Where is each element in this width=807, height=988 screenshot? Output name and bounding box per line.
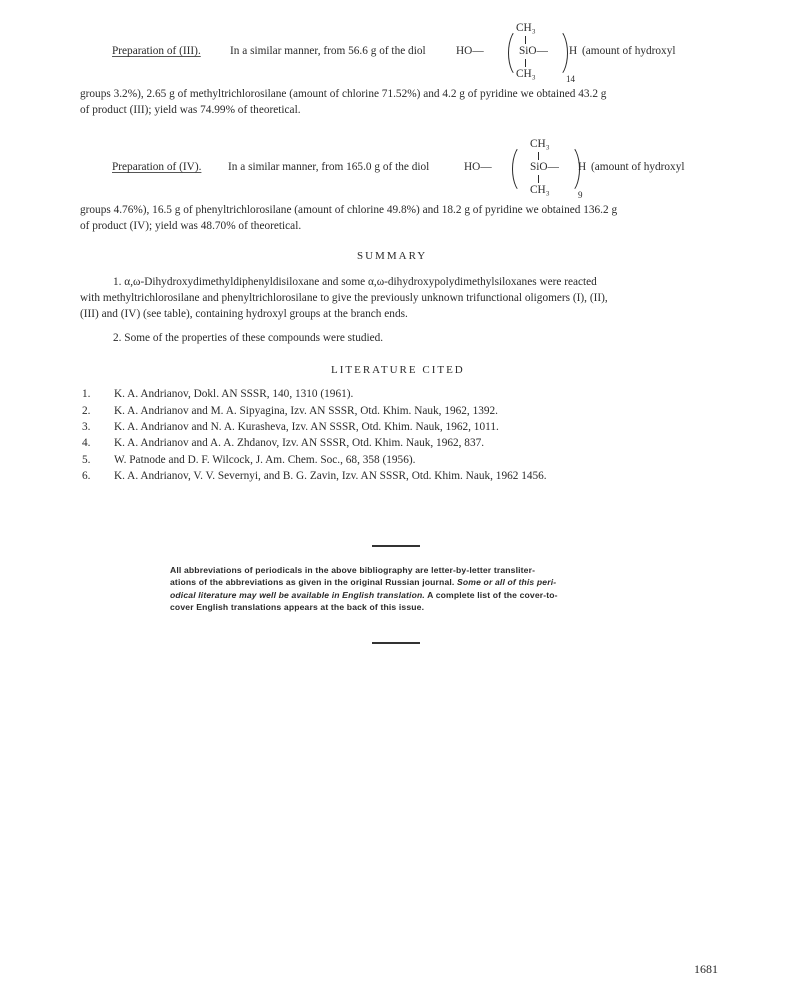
summary-item-1-line2: with methyltrichlorosilane and phenyltrichlorosilane to give the previously unknown trifunctional oligomers (I), (II), — [80, 292, 608, 304]
prep-iii-line3: of product (III); yield was 74.99% of theoretical. — [80, 104, 301, 116]
reference-number: 5. — [82, 454, 91, 466]
formula-bond-bottom — [525, 59, 526, 67]
reference-number: 2. — [82, 405, 91, 417]
reference-number: 1. — [82, 388, 91, 400]
literature-heading: LITERATURE CITED — [331, 364, 465, 376]
summary-item-1-line1: 1. α,ω-Dihydroxydimethyldiphenyldisiloxane and some α,ω-dihydroxypolydimethylsiloxanes were reacted — [113, 276, 597, 288]
separator-rule-bottom — [372, 642, 420, 644]
note-line-3-italic: odical literature may well be available in English translation. — [170, 589, 425, 600]
formula-subscript: 14 — [566, 74, 575, 84]
note-line-1: All abbreviations of periodicals in the above bibliography are letter-by-letter transliter- — [170, 565, 536, 575]
note-line-2-italic: Some or all of this peri- — [457, 577, 557, 588]
note-line-4: cover English translations appears at the back of this issue. — [170, 602, 425, 613]
summary-heading: SUMMARY — [357, 250, 428, 262]
right-paren — [556, 144, 580, 194]
formula-ch3-bottom: CH₃ — [516, 68, 536, 80]
prep-iii-lead: In a similar manner, from 56.6 g of the diol — [230, 45, 426, 57]
reference-text: K. A. Andrianov, Dokl. AN SSSR, 140, 1310 (1961). — [114, 388, 354, 400]
prep-iv-line2: groups 4.76%), 16.5 g of phenyltrichlorosilane (amount of chlorine 49.8%) and 18.2 g of pyridine we obtained 136.2 g — [80, 204, 618, 216]
right-paren — [544, 28, 568, 78]
prep-iv-trail: (amount of hydroxyl — [591, 161, 685, 173]
reference-number: 6. — [82, 470, 91, 482]
summary-item-1-line3: (III) and (IV) (see table), containing hydroxyl groups at the branch ends. — [80, 308, 408, 320]
note-line-2-text: ations of the abbreviations as given in the original Russian journal. — [170, 577, 455, 588]
formula-bond-top — [525, 36, 526, 44]
prep-iii-trail: (amount of hydroxyl — [582, 45, 676, 57]
note-line-3-text: A complete list of the cover-to- — [427, 589, 558, 600]
formula-bond-top — [538, 152, 539, 160]
formula-bond-bottom — [538, 175, 539, 183]
reference-text: W. Patnode and D. F. Wilcock, J. Am. Chem. Soc., 68, 358 (1956). — [114, 454, 416, 466]
formula-ho: HO— — [456, 45, 484, 57]
formula-ch3-top: CH₃ — [530, 138, 550, 150]
translation-note — [170, 564, 640, 614]
prep-iv-line3: of product (IV); yield was 48.70% of theoretical. — [80, 220, 302, 232]
note-line-2 — [170, 576, 640, 588]
reference-number: 3. — [82, 421, 91, 433]
reference-text: K. A. Andrianov and A. A. Zhdanov, Izv. AN SSSR, Otd. Khim. Nauk, 1962, 837. — [114, 437, 485, 449]
formula-sio: SiO— — [519, 45, 548, 57]
page-number: 1681 — [694, 962, 718, 976]
prep-iii-heading: Preparation of (III). — [112, 45, 201, 57]
prep-iii-line2: groups 3.2%), 2.65 g of methyltrichlorosilane (amount of chlorine 71.52%) and 4.2 g of pyridine we obtained 43.2 g — [80, 88, 607, 100]
reference-text: K. A. Andrianov and M. A. Sipyagina, Izv. AN SSSR, Otd. Khim. Nauk, 1962, 1392. — [114, 405, 498, 417]
prep-iv-lead: In a similar manner, from 165.0 g of the diol — [228, 161, 430, 173]
summary-item-2: 2. Some of the properties of these compounds were studied. — [113, 332, 384, 344]
formula-subscript: 9 — [578, 190, 583, 200]
formula-sio: SiO— — [530, 161, 559, 173]
prep-iv-heading: Preparation of (IV). — [112, 161, 202, 173]
formula-h: H — [578, 161, 587, 173]
separator-rule-top — [372, 545, 420, 547]
reference-text: K. A. Andrianov and N. A. Kurasheva, Izv. AN SSSR, Otd. Khim. Nauk, 1962, 1011. — [114, 421, 499, 433]
formula-ch3-top: CH₃ — [516, 22, 536, 34]
reference-text: K. A. Andrianov, V. V. Severnyi, and B. G. Zavin, Izv. AN SSSR, Otd. Khim. Nauk, 1962 1456. — [114, 470, 547, 482]
note-line-3 — [170, 589, 640, 601]
reference-number: 4. — [82, 437, 91, 449]
formula-ch3-bottom: CH₃ — [530, 184, 550, 196]
formula-h: H — [569, 45, 578, 57]
formula-ho: HO— — [464, 161, 492, 173]
